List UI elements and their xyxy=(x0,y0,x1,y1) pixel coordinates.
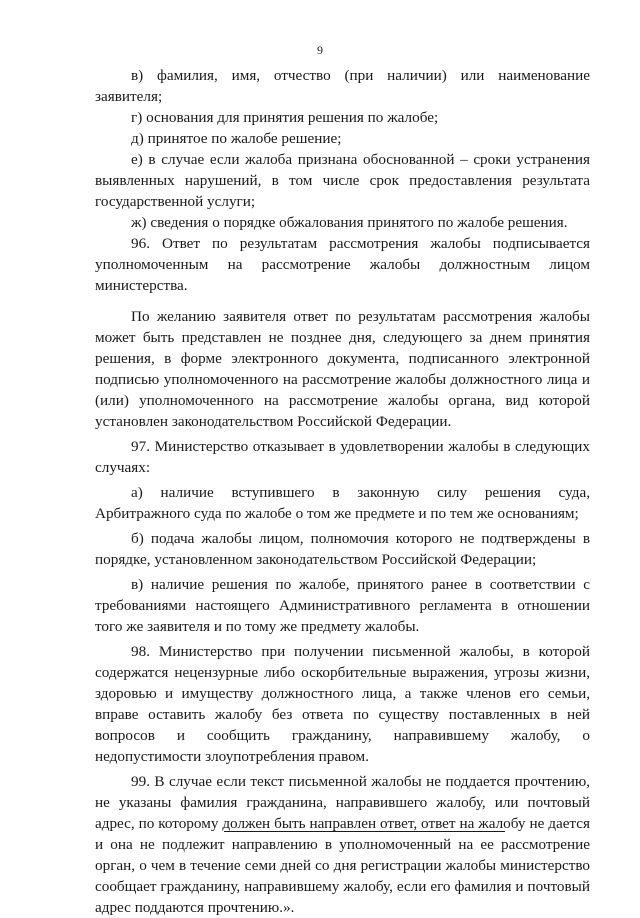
item-v-prior-decision: в) наличие решения по жалобе, принятого ранее в соответствии с требованиями настоящего Административного регламента в отношении того же заявителя и по тому же предмету жалобы. xyxy=(95,576,590,635)
paragraph-98: 98. Министерство при получении письменной жалобы, в которой содержатся нецензурные либо оскорбительные выражения, угрозы жизни, здоровью и имуществу должностного лица, а также членов его семьи, вправе оставить жалобу без ответа по существу поставленных в ней вопросов и сообщить гражданину, направившему жалобу, о недопустимости злоупотребления правом. xyxy=(95,643,590,765)
item-b-unauthorized-person: б) подача жалобы лицом, полномочия которого не подтверждены в порядке, установленном законодательством Российской Федерации; xyxy=(95,530,590,568)
item-zh-appeal-procedure: ж) сведения о порядке обжалования принятого по жалобе решения. xyxy=(131,214,568,231)
item-v-applicant-name: в) фамилия, имя, отчество (при наличии) или наименование заявителя; xyxy=(95,67,590,105)
item-a-court-decision: а) наличие вступившего в законную силу решения суда, Арбитражного суда по жалобе о том же предмете и по тем же основаниям; xyxy=(95,484,590,522)
item-d-decision: д) принятое по жалобе решение; xyxy=(131,130,342,147)
paragraph-97: 97. Министерство отказывает в удовлетворении жалобы в следующих случаях: xyxy=(95,438,590,476)
paragraph-99: 99. В случае если текст письменной жалобы не поддается прочтению, не указаны фамилия гражданина, направившего жалобу, или почтовый адрес, по которому должен быть направлен ответ, ответ на жалобу не дается и она не подлежит направлению в уполномоченный на ее рассмотрение орган, о чем в течение семи дней со дня регистрации жалобы министерство сообщает гражданину, направившему жалобу, если его фамилия и почтовый адрес поддаются прочтению.». xyxy=(95,773,590,916)
item-g-decision-grounds: г) основания для принятия решения по жалобе; xyxy=(131,109,439,126)
page-number: 9 xyxy=(317,43,323,57)
paragraph-96-electronic-response: По желанию заявителя ответ по результатам рассмотрения жалобы может быть представлен не позднее дня, следующего за днем принятия решения, в форме электронного документа, подписанного электронной подписью уполномоченного на рассмотрение жалобы должностного лица и (или) уполномоченного на рассмотрение жалобы органа, вид которой установлен законодательством Российской Федерации. xyxy=(95,308,590,430)
paragraph-96: 96. Ответ по результатам рассмотрения жалобы подписывается уполномоченным на рассмотрение жалобы должностным лицом министерства. xyxy=(95,235,590,294)
item-e-violation-terms: е) в случае если жалоба признана обоснованной – сроки устранения выявленных нарушений, в том числе срок предоставления результата государственной услуги; xyxy=(95,151,590,210)
closing-divider-line xyxy=(224,831,505,832)
document-body xyxy=(95,65,590,918)
